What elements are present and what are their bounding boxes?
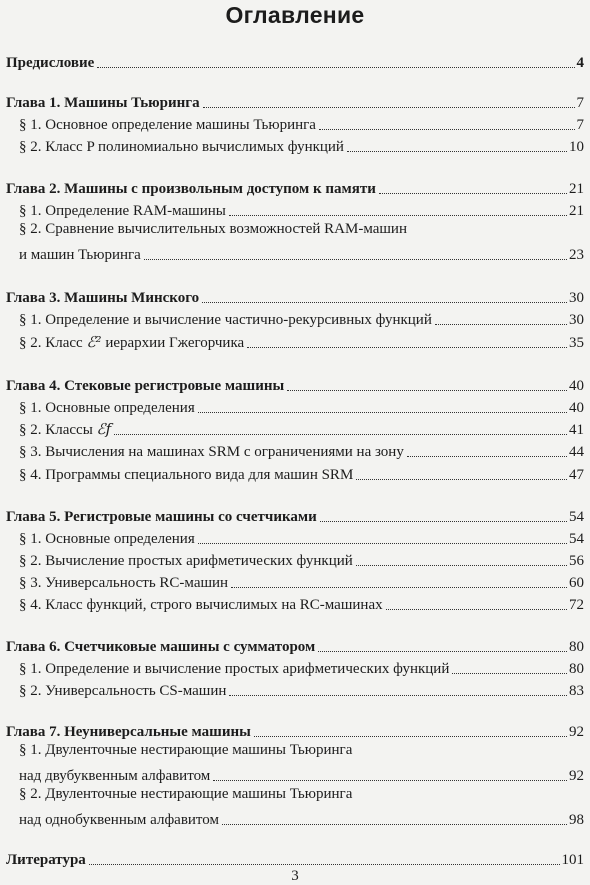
toc-entry-label: § 1. Определение RAM-машины (19, 203, 226, 219)
toc-section-1-1[interactable] (0, 112, 590, 134)
toc-entry-label: Глава 1. Машины Тьюринга (6, 95, 200, 111)
toc-entry-page: 47 (569, 467, 584, 483)
toc-chapter-2[interactable] (0, 176, 590, 198)
toc-chapter-5[interactable] (0, 504, 590, 526)
leader-dots (89, 864, 560, 865)
leader-dots (229, 695, 567, 696)
toc-entry-label: Литература (6, 852, 86, 868)
toc-chapter-1[interactable] (0, 90, 590, 112)
toc-entry-page: 44 (569, 444, 584, 460)
page-title: Оглавление (225, 2, 365, 28)
label-prefix: § 2. Классы (19, 422, 97, 438)
toc-entry-page: 4 (576, 55, 584, 71)
toc-section-5-3[interactable] (0, 570, 590, 592)
toc-section-4-1[interactable] (0, 395, 590, 417)
toc-entry-label: § 1. Определение и вычисление частично-рекурсивных функций (19, 312, 432, 328)
toc-entry-page: 40 (569, 378, 584, 394)
toc-entry-label: § 2. Класс P полиномиально вычислимых функций (19, 139, 344, 155)
toc-entry-label: Глава 5. Регистровые машины со счетчиками (6, 509, 317, 525)
toc-entry-label: и машин Тьюринга (19, 247, 141, 263)
toc-section-5-1[interactable] (0, 526, 590, 548)
toc-entry-page: 7 (576, 117, 584, 133)
toc-entry-label: над двубуквенным алфавитом (19, 768, 211, 784)
toc-section-1-2[interactable] (0, 134, 590, 156)
leader-dots (144, 259, 567, 260)
leader-dots (356, 565, 567, 566)
toc-chapter-4[interactable] (0, 373, 590, 395)
toc-entry-page: 41 (569, 422, 584, 438)
toc-entry-label: § 2. Вычисление простых арифметических функций (19, 553, 353, 569)
leader-dots (287, 390, 567, 391)
toc-chapter-3[interactable] (0, 285, 590, 307)
toc-entry-page: 10 (569, 139, 584, 155)
grzegorczyk-class-symbol: ℰ² (86, 333, 102, 351)
toc-section-7-1[interactable] (0, 763, 590, 785)
toc-section-7-1-line1[interactable]: § 1. Двуленточные нестирающие машины Тьюринга (19, 742, 353, 758)
leader-dots (231, 587, 567, 588)
leader-dots (356, 479, 567, 480)
toc-entry-label: § 4. Программы специального вида для машин SRM (19, 467, 354, 483)
toc-entry-page: 54 (569, 531, 584, 547)
toc-entry-page: 56 (569, 553, 584, 569)
label-prefix: § 2. Класс (19, 335, 87, 351)
leader-dots (198, 412, 567, 413)
toc-entry-label: над однобуквенным алфавитом (19, 812, 219, 828)
leader-dots (347, 151, 567, 152)
toc-section-5-4[interactable] (0, 592, 590, 614)
toc-entry-page: 30 (569, 312, 584, 328)
toc-entry-page: 92 (569, 724, 584, 740)
toc-entry-page: 98 (569, 812, 584, 828)
leader-dots (319, 129, 575, 130)
ef-class-symbol: ℰf (96, 420, 112, 438)
leader-dots (247, 347, 567, 348)
toc-section-4-4[interactable] (0, 462, 590, 484)
toc-entry-page: 30 (569, 290, 584, 306)
toc-entry-page: 101 (561, 852, 584, 868)
leader-dots (97, 67, 574, 68)
toc-entry-page: 23 (569, 247, 584, 263)
toc-entry-label: Глава 6. Счетчиковые машины с сумматором (6, 639, 316, 655)
toc-entry-label (19, 333, 244, 352)
toc-entry-label: § 2. Универсальность CS-машин (19, 683, 227, 699)
toc-entry-label: § 1. Основные определения (19, 400, 195, 416)
toc-entry-label: § 1. Определение и вычисление простых арифметических функций (19, 661, 450, 677)
leader-dots (222, 824, 567, 825)
toc-entry-preface[interactable] (0, 50, 590, 72)
toc-entry-label: Глава 3. Машины Минского (6, 290, 200, 306)
toc-entry-page: 21 (569, 181, 584, 197)
toc-section-2-2-line1[interactable]: § 2. Сравнение вычислительных возможностей RAM-машин (19, 221, 407, 237)
toc-entry-page: 60 (569, 575, 584, 591)
toc-entry-label: § 3. Универсальность RC-машин (19, 575, 229, 591)
toc-entry-literature[interactable] (0, 847, 590, 869)
page-number: 3 (291, 868, 299, 884)
leader-dots (320, 521, 567, 522)
toc-entry-label: Предисловие (6, 55, 95, 71)
toc-section-6-2[interactable] (0, 678, 590, 700)
toc-entry-label: Глава 2. Машины с произвольным доступом к памяти (6, 181, 376, 197)
toc-entry-label (19, 420, 111, 439)
toc-section-3-2[interactable] (0, 330, 590, 352)
leader-dots (452, 673, 567, 674)
toc-entry-label: Глава 4. Стековые регистровые машины (6, 378, 285, 394)
toc-entry-page: 21 (569, 203, 584, 219)
toc-entry-label: § 4. Класс функций, строго вычислимых на RC-машинах (19, 597, 383, 613)
toc-entry-label: Глава 7. Неуниверсальные машины (6, 724, 251, 740)
leader-dots (318, 651, 567, 652)
toc-entry-page: 80 (569, 639, 584, 655)
toc-section-4-2[interactable] (0, 417, 590, 439)
toc-entry-label: § 1. Основное определение машины Тьюринга (19, 117, 316, 133)
toc-entry-page: 40 (569, 400, 584, 416)
toc-entry-page: 35 (569, 335, 584, 351)
leader-dots (435, 324, 567, 325)
toc-entry-page: 92 (569, 768, 584, 784)
leader-dots (198, 543, 567, 544)
leader-dots (229, 215, 567, 216)
toc-section-2-1[interactable] (0, 198, 590, 220)
toc-chapter-7[interactable] (0, 719, 590, 741)
leader-dots (202, 302, 567, 303)
leader-dots (386, 609, 567, 610)
toc-entry-page: 80 (569, 661, 584, 677)
toc-entry-page: 72 (569, 597, 584, 613)
toc-entry-page: 54 (569, 509, 584, 525)
toc-entry-label: § 3. Вычисления на машинах SRM с ограничениями на зону (19, 444, 404, 460)
leader-dots (379, 193, 567, 194)
leader-dots (254, 736, 567, 737)
toc-section-7-2[interactable] (0, 807, 590, 829)
toc-section-3-1[interactable] (0, 307, 590, 329)
toc-entry-page: 7 (576, 95, 584, 111)
label-suffix: иерархии Гжегорчика (101, 335, 245, 351)
toc-section-6-1[interactable] (0, 656, 590, 678)
toc-entry-page: 83 (569, 683, 584, 699)
toc-chapter-6[interactable] (0, 634, 590, 656)
toc-section-2-2[interactable] (0, 242, 590, 264)
toc-section-5-2[interactable] (0, 548, 590, 570)
leader-dots (114, 434, 567, 435)
toc-section-7-2-line1[interactable]: § 2. Двуленточные нестирающие машины Тьюринга (19, 786, 353, 802)
leader-dots (407, 456, 567, 457)
toc-section-4-3[interactable] (0, 439, 590, 461)
leader-dots (213, 780, 567, 781)
leader-dots (203, 107, 575, 108)
toc-entry-label: § 1. Основные определения (19, 531, 195, 547)
